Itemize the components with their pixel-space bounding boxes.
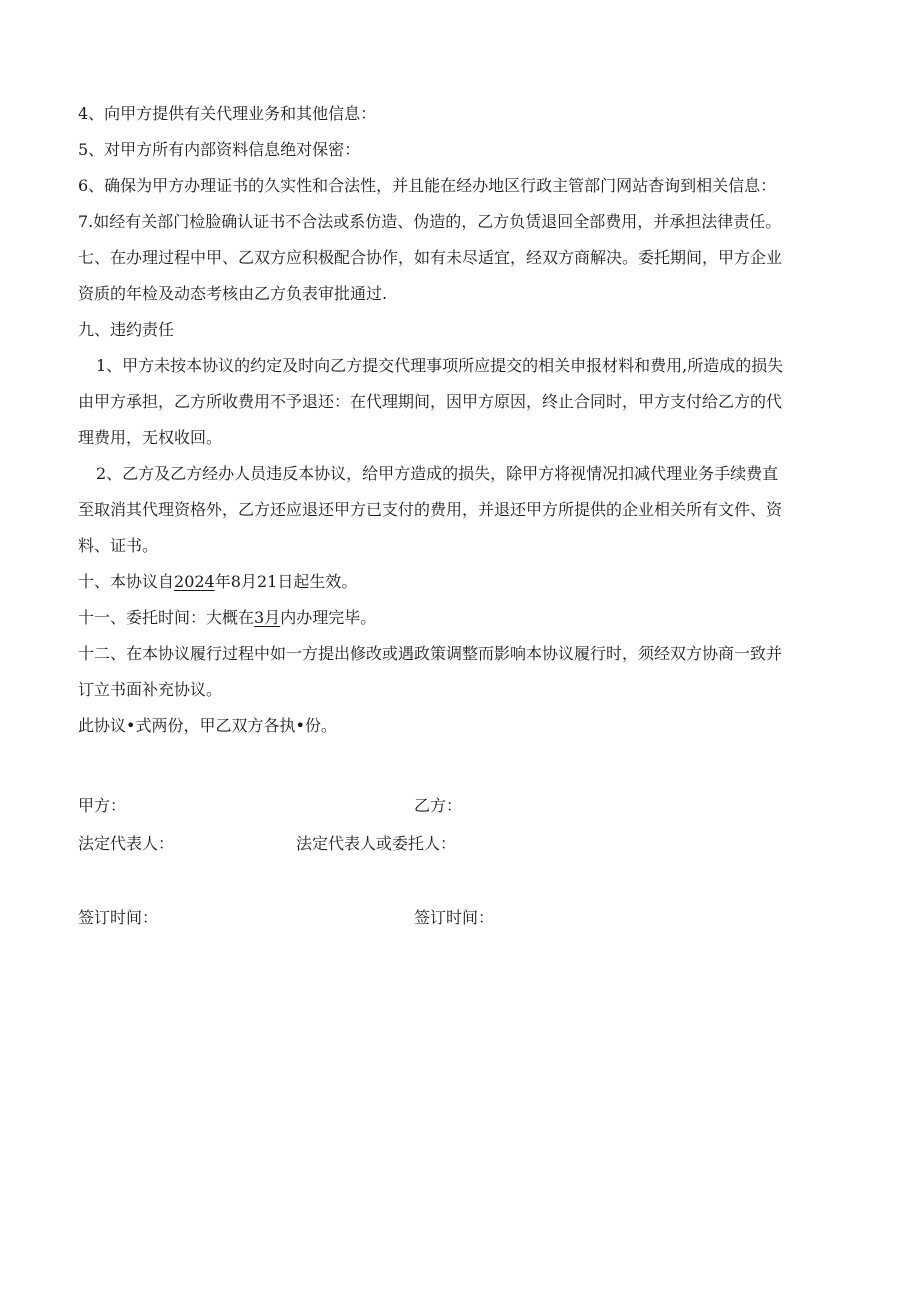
clause-4: 4、向甲方提供有关代理业务和其他信息：	[78, 104, 377, 123]
year-char: 年	[214, 572, 231, 591]
section-7-line-2: 资质的年检及动态考核由乙方负表审批通过.	[78, 284, 388, 303]
breach-2-line-1: 2、乙方及乙方经办人员违反本协议，给甲方造成的损失，除甲方将视情况扣减代理业务手续费直	[96, 464, 779, 483]
entrust-duration: 3月	[254, 608, 281, 627]
effective-date-prefix: 十、本协议自	[78, 572, 175, 591]
section-10-effective-date	[78, 564, 838, 600]
party-a-representative-label: 法定代表人：	[78, 834, 175, 853]
effective-year: 2024	[174, 572, 215, 591]
entrust-time-suffix: 内办理完毕。	[280, 608, 377, 627]
agreement-body	[78, 96, 838, 744]
party-b-label: 乙方：	[414, 796, 463, 815]
copies-statement: 此协议•式两份，甲乙双方各执•份。	[78, 716, 337, 735]
breach-2-line-2: 至取消其代理资格外，乙方还应退还甲方已支付的费用，并退还甲方所提供的企业相关所有文件、资	[78, 500, 783, 519]
breach-1-line-2: 由甲方承担，乙方所收费用不予退还：在代理期间，因甲方原因，终止合同时，甲方支付给乙方的代	[78, 392, 783, 411]
section-11-entrust-time	[78, 600, 838, 636]
breach-1-line-3: 理费用，无权收回。	[78, 428, 223, 447]
party-a-label: 甲方：	[78, 796, 127, 815]
party-b-sign-date-label: 签订时间：	[414, 908, 495, 927]
section-12-line-2: 订立书面补充协议。	[78, 680, 223, 699]
section-9-heading: 九、违约责任	[78, 320, 175, 339]
party-b-representative-label: 法定代表人或委托人：	[296, 834, 457, 853]
month-char: 月	[240, 572, 257, 591]
clause-6: 6、确保为甲方办理证书的久实性和合法性，并且能在经办地区行政主管部门网站杳询到相关信息：	[78, 176, 777, 195]
clause-7: 7.如经有关部门检脸确认证书不合法或系仿造、伪造的，乙方负赁退回全部费用，并承担法律责任。	[78, 212, 782, 231]
effective-day: 21	[256, 572, 278, 591]
section-7-line-1: 七、在办理过程中甲、乙双方应积极配合协作，如有未尽适宜，经双方商解决。委托期间，甲方企业	[78, 248, 783, 267]
effective-date-suffix: 日起生效。	[277, 572, 358, 591]
section-12-line-1: 十二、在本协议履行过程中如一方提出修改或遇政策调整而影响本协议履行时，须经双方协商一致并	[78, 644, 783, 663]
effective-month: 8	[230, 572, 241, 591]
entrust-time-prefix: 十一、委托时间：大概在	[78, 608, 255, 627]
party-a-sign-date-label: 签订时间：	[78, 908, 159, 927]
breach-1-line-1: 1、甲方未按本协议的约定及时向乙方提交代理事项所应提交的相关申报材料和费用,所造成的损失	[96, 356, 784, 375]
breach-2-line-3: 料、证书。	[78, 536, 159, 555]
clause-5: 5、对甲方所有内部资料信息绝对保密：	[78, 140, 361, 159]
